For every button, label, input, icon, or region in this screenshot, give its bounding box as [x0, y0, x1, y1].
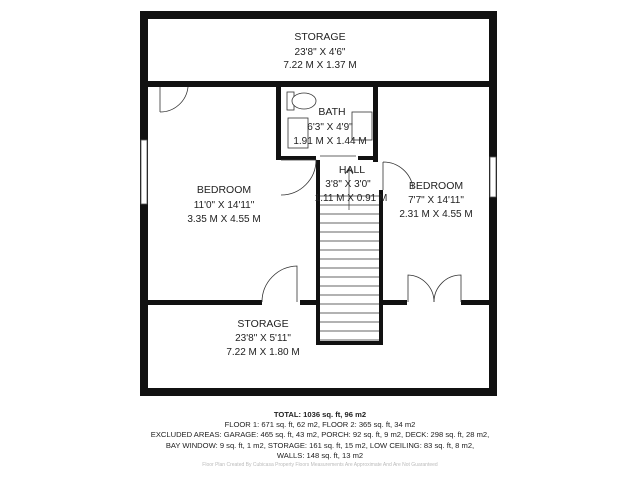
window-left [141, 140, 147, 204]
storage-bottom-imperial: 23'8" X 5'11" [235, 333, 291, 344]
toilet-bowl-icon [292, 93, 316, 109]
total-area: TOTAL: 1036 sq. ft, 96 m2 [273, 410, 367, 419]
window-right [490, 157, 496, 197]
bath-metric: 1.91 M X 1.44 M [293, 136, 367, 147]
room-labels [187, 31, 472, 358]
footer-disclaimer: Floor Plan Created By Cubicasa Property Floors Measurements Are Approximate And Are Not Guaranteed [202, 462, 438, 468]
stair-east-wall [379, 190, 383, 345]
storage-top-metric: 7.22 M X 1.37 M [283, 60, 357, 71]
hall-metric: 1.11 M X 0.91 M [314, 193, 388, 204]
bedroom-left-metric: 3.35 M X 4.55 M [187, 214, 261, 225]
door-bedroom-left-top [160, 87, 188, 112]
door-closet-right-a [408, 275, 434, 302]
bedroom-left-name: BEDROOM [196, 184, 252, 196]
storage-top-name: STORAGE [294, 31, 346, 43]
bedroom-left-imperial: 11'0" X 14'11" [193, 200, 255, 211]
outer-wall-bottom [140, 388, 497, 396]
storage-bottom-name: STORAGE [237, 318, 289, 330]
bath-east-wall [373, 87, 378, 162]
bedroom-right-metric: 2.31 M X 4.55 M [399, 209, 473, 220]
door-storage-bottom-left [262, 266, 297, 302]
door-closet-right-b [434, 275, 461, 302]
bath-south-wall [276, 156, 316, 160]
outer-wall-right [489, 11, 497, 396]
storage-bottom-partition-c [383, 300, 407, 305]
bath-south-wall-b [358, 156, 378, 160]
storage-top-partition [148, 81, 489, 87]
bath-imperial: 6'3" X 4'9" [307, 122, 353, 133]
storage-bottom-partition [148, 300, 262, 305]
outer-wall-top [140, 11, 497, 19]
bedroom-right-name: BEDROOM [408, 180, 464, 192]
summary-line-2: EXCLUDED AREAS: GARAGE: 465 sq. ft, 43 m2, PORCH: 92 sq. ft, 9 m2, DECK: 298 sq. ft, 28 m2, [150, 430, 490, 440]
bedroom-right-imperial: 7'7" X 14'11" [408, 195, 464, 206]
summary-line-3: BAY WINDOW: 9 sq. ft, 1 m2, STORAGE: 161 sq. ft, 15 m2, LOW CEILING: 83 sq. ft, 8 m2, [165, 440, 475, 450]
storage-bottom-partition-d [461, 300, 489, 305]
hall-imperial: 3'8" X 3'0" [325, 179, 371, 190]
door-hall-left [281, 160, 316, 195]
storage-bottom-metric: 7.22 M X 1.80 M [226, 347, 300, 358]
bath-name: BATH [318, 106, 346, 118]
stair-west-wall [316, 160, 320, 345]
hall-name: HALL [338, 164, 366, 176]
summary-line-1: FLOOR 1: 671 sq. ft, 62 m2, FLOOR 2: 365 sq. ft, 34 m2 [224, 420, 416, 430]
bedroom-left-east-wall [276, 87, 281, 159]
area-summary [0, 410, 640, 461]
storage-top-imperial: 23'8" X 4'6" [294, 47, 346, 58]
summary-line-4: WALLS: 148 sq. ft, 13 m2 [276, 450, 364, 460]
stair-bottom-wall [316, 341, 383, 345]
